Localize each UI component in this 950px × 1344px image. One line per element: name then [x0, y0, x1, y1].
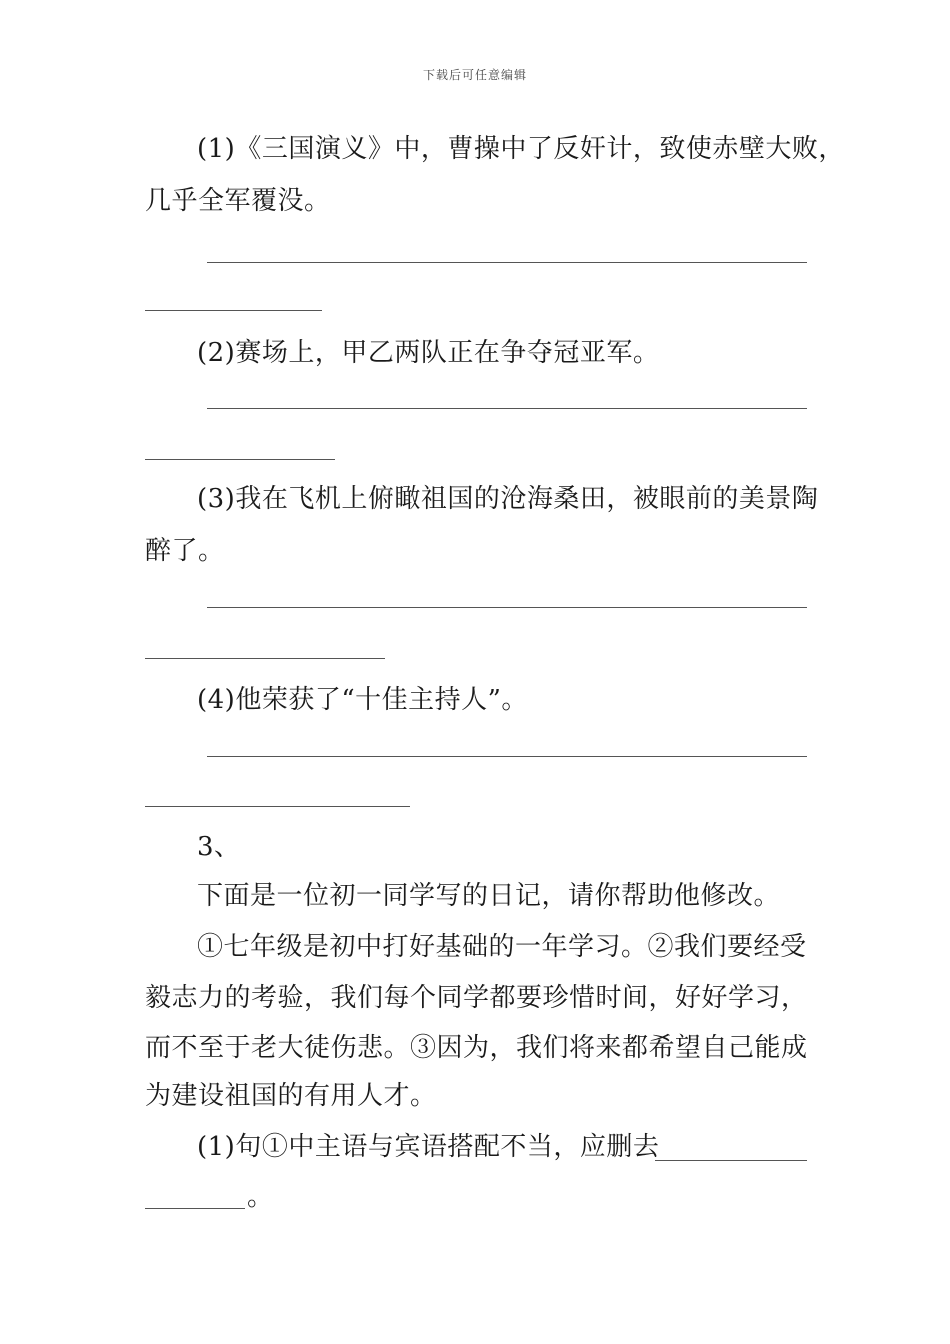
section-number: 3、 — [197, 832, 241, 862]
question-3-text: (3)我在飞机上俯瞰祖国的沧海桑田，被眼前的美景陶 — [197, 484, 819, 514]
diary-text-line-2: 毅志力的考验，我们每个同学都要珍惜时间，好好学习， — [145, 983, 808, 1013]
answer-line-3b — [145, 658, 385, 659]
answer-line-1a — [207, 262, 807, 263]
answer-line-2a — [207, 408, 807, 409]
question-1-text-continued: 几乎全军覆没。 — [145, 186, 331, 216]
question-3-text-continued: 醉了。 — [145, 536, 225, 566]
answer-blank-continued — [145, 1208, 245, 1209]
answer-line-2b — [145, 459, 335, 460]
question-2-text: (2)赛场上，甲乙两队正在争夺冠亚军。 — [197, 338, 660, 368]
answer-blank-inline — [655, 1160, 807, 1161]
answer-line-3a — [207, 607, 807, 608]
diary-text-line-4: 为建设祖国的有用人才。 — [145, 1081, 437, 1111]
sub-question-1-text: (1)句①中主语与宾语搭配不当，应删去 — [197, 1132, 660, 1162]
question-1-text: (1)《三国演义》中，曹操中了反奸计，致使赤壁大败， — [197, 134, 845, 164]
answer-line-4b — [145, 806, 410, 807]
answer-line-1b — [145, 310, 322, 311]
page-header-note: 下载后可任意编辑 — [422, 68, 527, 82]
question-4-text: (4)他荣获了“十佳主持人”。 — [197, 685, 528, 715]
diary-text-line-3: 而不至于老大徒伤悲。③因为，我们将来都希望自己能成 — [145, 1033, 808, 1063]
answer-line-4a — [207, 756, 807, 757]
section-intro: 下面是一位初一同学写的日记，请你帮助他修改。 — [197, 881, 781, 911]
sub-question-1-period: 。 — [247, 1182, 274, 1212]
diary-text-line-1: ①七年级是初中打好基础的一年学习。②我们要经受 — [197, 932, 807, 962]
